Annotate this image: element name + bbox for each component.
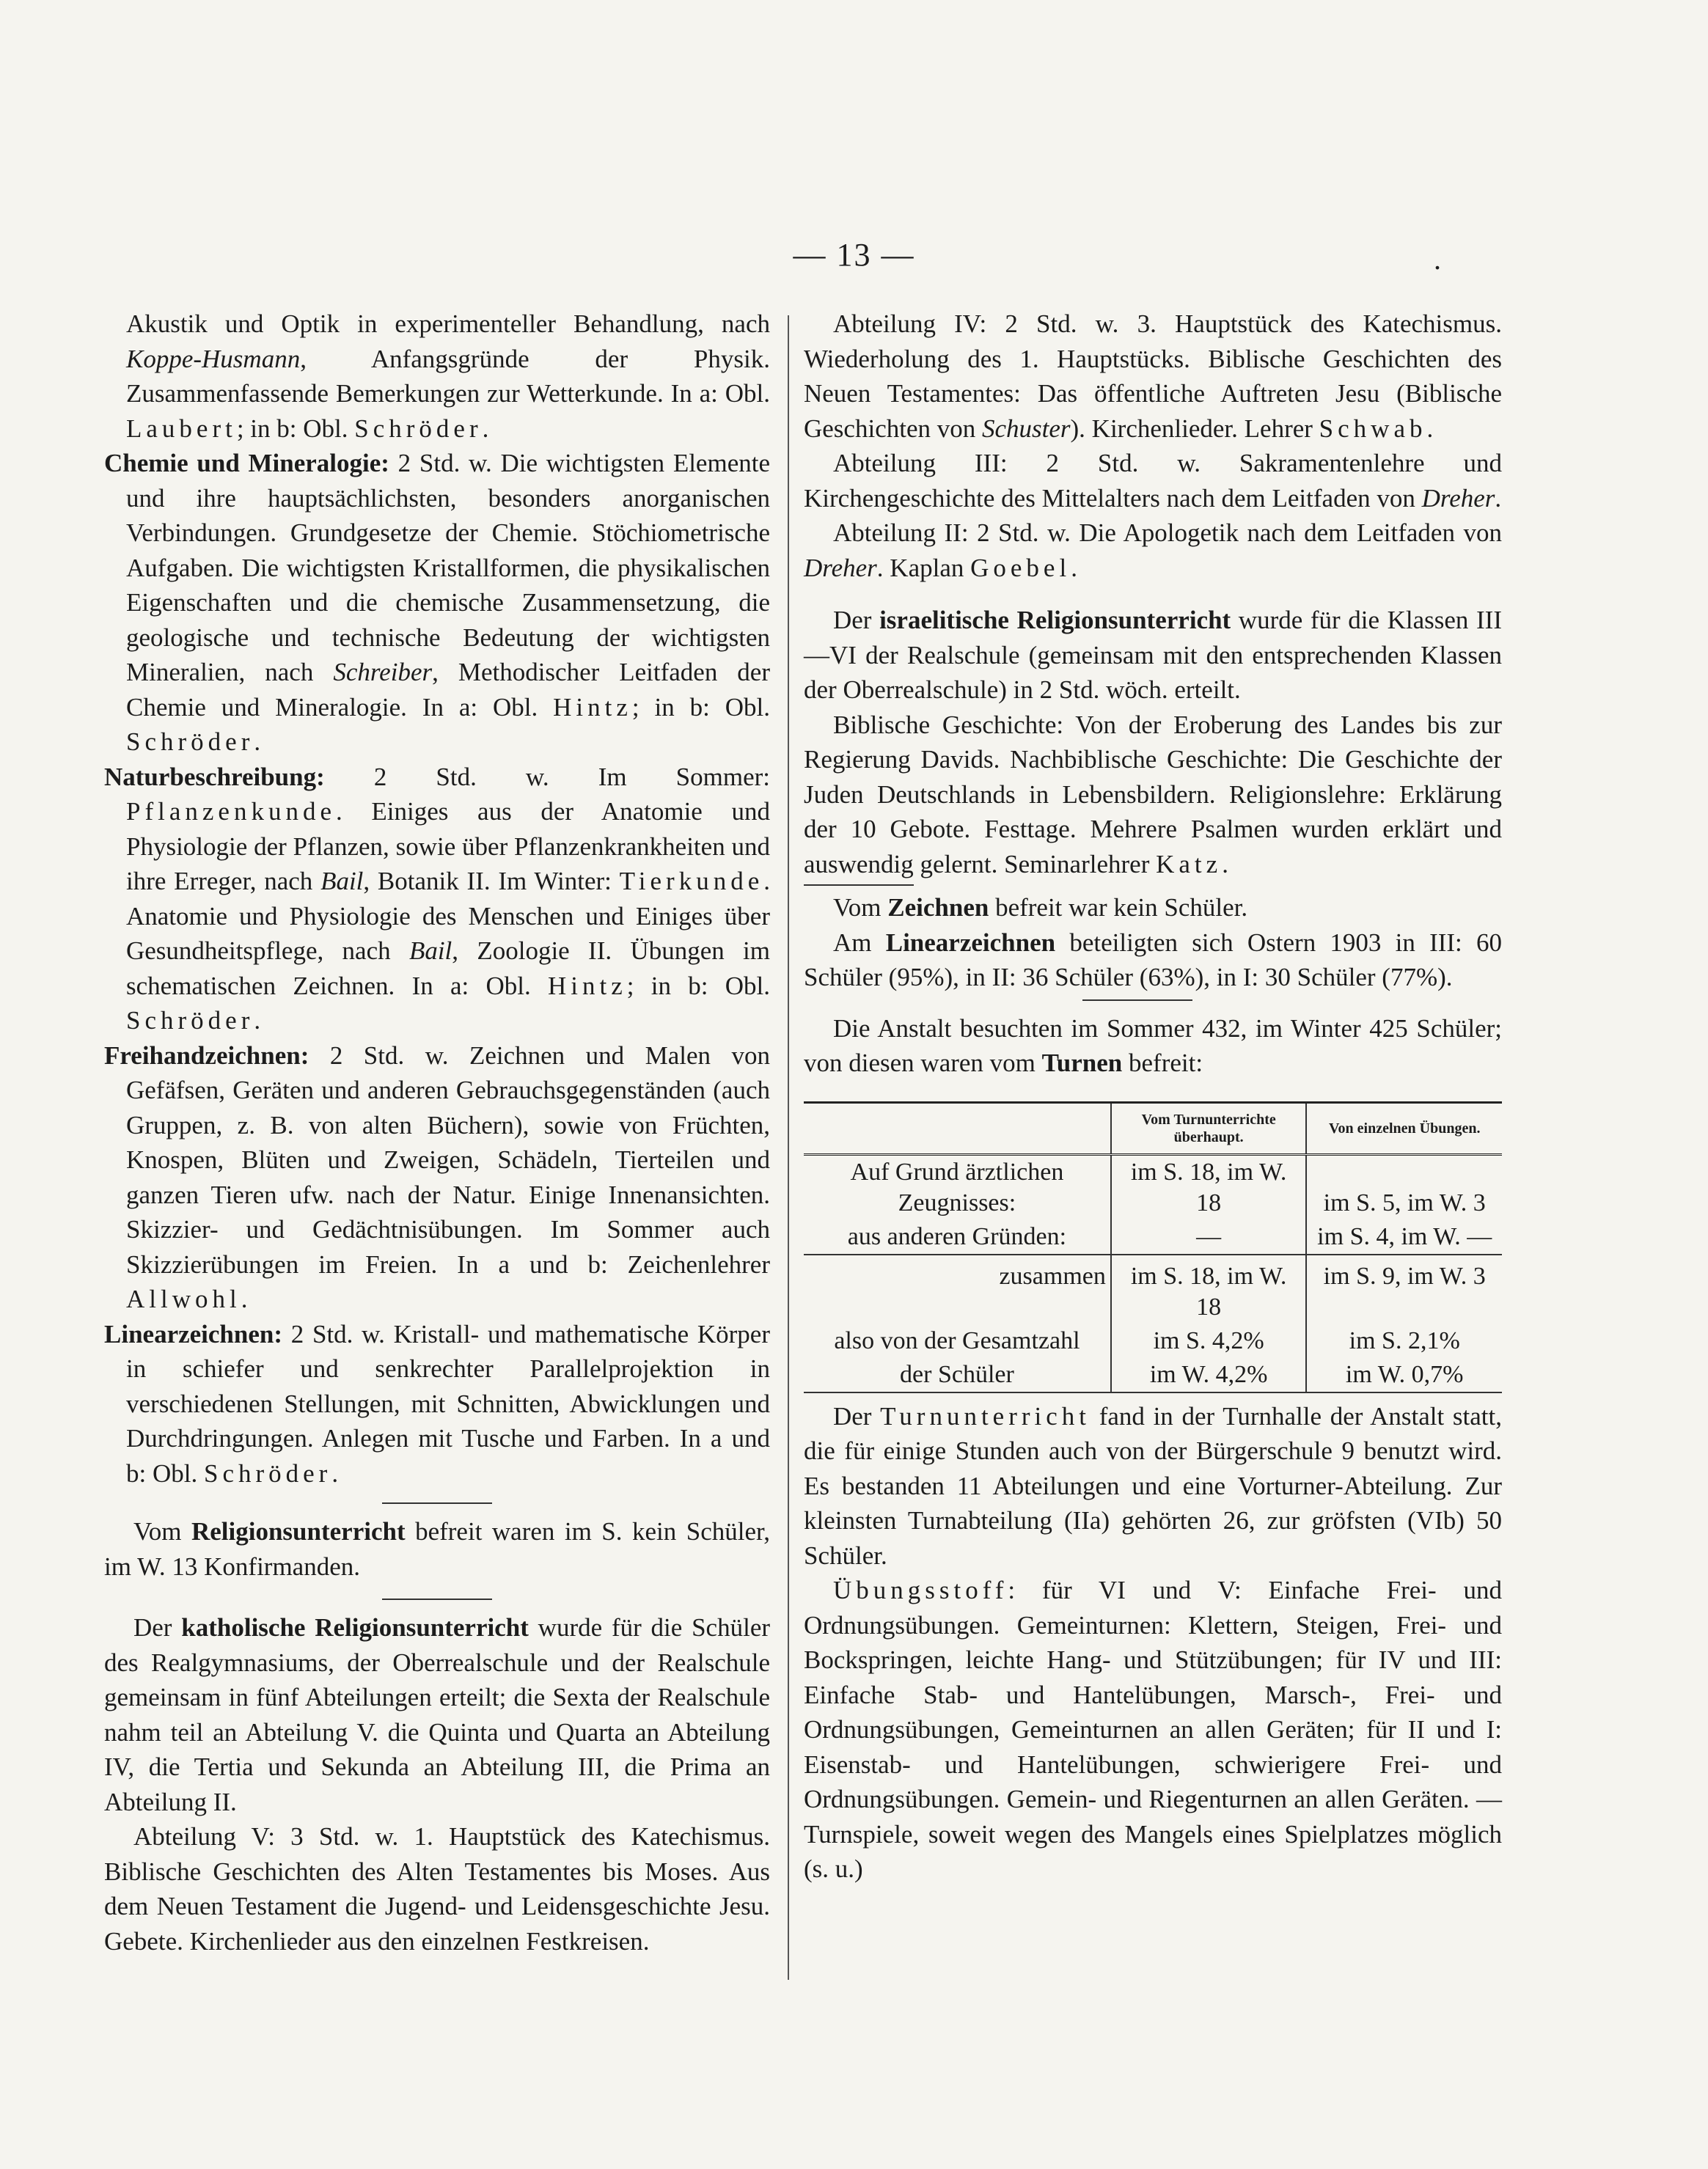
separator-rule: [382, 1502, 492, 1504]
linearzeichnen-heading: Linearzeichnen:: [104, 1319, 283, 1348]
table-cell: im S. 4,2%: [1111, 1324, 1307, 1358]
table-cell: im S. 18, im W. 18: [1111, 1154, 1307, 1220]
physics-paragraph: Akustik und Optik in experimenteller Behandlung, nach Koppe-Husmann, Anfangsgründe der Physik. Zusammenfassende Bemerkungen zur Wetterkunde. In a: Obl. Laubert; in b: Obl. Schröder.: [126, 309, 770, 443]
table-row-label: der Schüler: [804, 1358, 1111, 1392]
abteilung-v-paragraph: Abteilung V: 3 Std. w. 1. Hauptstück des Katechismus. Biblische Geschichten des Alten Testamentes bis Moses. Aus dem Neuen Testament die Jugend- und Leidensgeschichte Jesu. Gebete. Kirchenlieder aus den einzelnen Festkreisen.: [104, 1822, 770, 1956]
table-row: [804, 1220, 1502, 1255]
naturbeschreibung-paragraph: Naturbeschreibung: 2 Std. w. Im Sommer: Pflanzenkunde. Einiges aus der Anatomie und Physiologie der Pflanzen, sowie über Pflanzenkrankheiten und ihre Erreger, nach Bail, Botanik II. Im Winter: Tierkunde. Anatomie und Physiologie des Menschen und Einiges über Gesundheitspflege, nach Bail, Zoologie II. Übungen im schematischen Zeichnen. In a: Obl. Hintz; in b: Obl. Schröder.: [104, 762, 770, 1035]
linearzeichnen-paragraph: Linearzeichnen: 2 Std. w. Kristall- und mathematische Körper in schiefer und senkrechter Parallelprojektion in verschiedenen Stellungen, mit Schnitten, Abwicklungen und Durchdringungen. Anlegen mit Tusche und Farben. In a und b: Obl. Schröder.: [104, 1319, 770, 1488]
column-divider: [788, 315, 789, 1980]
biblical-history-paragraph: Biblische Geschichte: Von der Eroberung des Landes bis zur Regierung Davids. Nachbiblische Geschichte: Die Geschichte der Juden Deutschlands in Lebensbildern. Religionslehre: Erklärung der 10 Gebote. Festtage. Mehrere Psalmen wurden erklärt und auswendig gelernt. Seminarlehrer Katz.: [804, 710, 1502, 878]
table-cell: im W. 0,7%: [1306, 1358, 1502, 1392]
chemie-paragraph: Chemie und Mineralogie: 2 Std. w. Die wichtigsten Elemente und ihre hauptsächlichsten, besonders anorganischen Verbindungen. Grundgesetze der Chemie. Stöchiometrische Aufgaben. Die wichtigsten Kristallformen, die physikalischen Eigenschaften und die chemische Zusammensetzung, die geologische und technische Bedeutung der wichtigsten Mineralien, nach Schreiber, Methodischer Leitfaden der Chemie und Mineralogie. In a: Obl. Hintz; in b: Obl. Schröder.: [104, 449, 771, 756]
table-header-blank: [804, 1102, 1111, 1154]
freihandzeichnen-paragraph: Freihandzeichnen: 2 Std. w. Zeichnen und Malen von Gefäfsen, Geräten und anderen Gebrauchsgegenständen (auch Gruppen, z. B. von alten Büchern), sowie von Früchten, Knospen, Blüten und Zweigen, Schädeln, Tierteilen und ganzen Tieren ufw. nach der Natur. Einige Innenansichten. Skizzier- und Gedächtnisübungen. Im Sommer auch Skizzierübungen im Freien. In a und b: Zeichenlehrer Allwohl.: [104, 1041, 770, 1313]
israelite-religion-paragraph: Der israelitische Religionsunterricht wurde für die Klassen III—VI der Realschule (gemeinsam mit den entsprechenden Klassen der Oberrealschule) in 2 Std. wöch. erteilt.: [804, 606, 1502, 704]
catholic-religion-paragraph: Der katholische Religionsunterricht wurde für die Schüler des Realgymnasiums, der Oberrealschule und der Realschule gemeinsam in fünf Abteilungen erteilt; die Sexta der Realschule nahm teil an Abteilung V. die Quinta und Quarta an Abteilung IV, die Tertia und Sekunda an Abteilung III, die Prima an Abteilung II.: [104, 1613, 771, 1816]
table-row: [804, 1154, 1502, 1220]
abteilung-ii-paragraph: Abteilung II: 2 Std. w. Die Apologetik nach dem Leitfaden von Dreher. Kaplan Goebel.: [804, 518, 1502, 582]
left-column: [104, 307, 770, 1959]
table-cell: im S. 9, im W. 3: [1306, 1255, 1502, 1324]
separator-rule: [804, 884, 914, 886]
separator-rule: [382, 1599, 492, 1600]
separator-rule: [1082, 999, 1192, 1001]
abteilung-iii-paragraph: Abteilung III: 2 Std. w. Sakramentenlehre und Kirchengeschichte des Mittelalters nach dem Leitfaden von Dreher.: [804, 449, 1502, 513]
chemie-heading: Chemie und Mineralogie:: [104, 449, 389, 477]
table-header-row: [804, 1102, 1502, 1154]
abteilung-iv-paragraph: Abteilung IV: 2 Std. w. 3. Hauptstück des Katechismus. Wiederholung des 1. Hauptstücks. Biblische Geschichten des Neuen Testamentes: Das öffentliche Auftreten Jesu (Biblische Geschichten von Schuster). Kirchenlieder. Lehrer Schwab.: [804, 309, 1502, 443]
gym-exemption-table: [804, 1101, 1502, 1393]
table-cell: im S. 2,1%: [1349, 1326, 1460, 1354]
naturbeschreibung-heading: Naturbeschreibung:: [104, 762, 325, 791]
religion-exemption-paragraph: Vom Religionsunterricht befreit waren im S. kein Schüler, im W. 13 Konfirmanden.: [104, 1517, 770, 1581]
turnunterricht-paragraph: Der Turnunterricht fand in der Turnhalle der Anstalt statt, die für einige Stunden auch von der Bürgerschule 9 benutzt wird. Es bestanden 11 Abteilungen und eine Vorturner-Abteilung. Zur kleinsten Turnabteilung (IIa) gehörten 26, zur gröfsten (VIb) 50 Schüler.: [804, 1401, 1503, 1570]
linearzeichnen-participation-paragraph: Am Linearzeichnen beteiligten sich Ostern 1903 in III: 60 Schüler (95%), in II: 36 Schüler (63%), in I: 30 Schüler (77%).: [804, 928, 1502, 991]
table-header-single: Von einzelnen Übungen.: [1306, 1102, 1502, 1154]
table-row-label: zusammen: [804, 1255, 1111, 1324]
table-cell: —: [1111, 1220, 1307, 1255]
uebungsstoff-paragraph: Übungsstoff: für VI und V: Einfache Frei- und Ordnungsübungen. Gemeinturnen: Klettern, Steigen, Frei- und Bockspringen, leichte Hang- und Stützübungen; für IV und III: Einfache Stab- und Hantelübungen, Marsch-, Frei- und Ordnungsübungen, Gemeinturnen an allen Geräten; für II und I: Eisenstab- und Hantelübungen, schwierigere Frei- und Ordnungsübungen. Gemein- und Riegenturnen an allen Geräten. — Turnspiele, soweit wegen des Mangels eines Spielplatzes möglich (s. u.): [804, 1576, 1502, 1883]
table-header-total: Vom Turnunterrichte überhaupt.: [1111, 1102, 1307, 1154]
table-row: [804, 1324, 1502, 1358]
zeichnen-exemption-paragraph: Vom Zeichnen befreit war kein Schüler.: [833, 893, 1248, 922]
table-row: [804, 1255, 1502, 1324]
table-cell: im W. 4,2%: [1111, 1358, 1307, 1392]
table-row: [804, 1358, 1502, 1392]
table-row-label: aus anderen Gründen:: [804, 1220, 1111, 1255]
page-dot: .: [1434, 243, 1441, 276]
attendance-paragraph: Die Anstalt besuchten im Sommer 432, im Winter 425 Schüler; von diesen waren vom Turnen befreit:: [804, 1013, 1502, 1077]
table-cell: im S. 18, im W. 18: [1111, 1255, 1307, 1324]
page-number: — 13 —: [793, 237, 915, 273]
freihandzeichnen-heading: Freihandzeichnen:: [104, 1041, 309, 1070]
table-row-label: Auf Grund ärztlichen Zeugnisses:: [804, 1154, 1111, 1220]
right-column: [804, 307, 1502, 1887]
table-cell: im S. 4, im W. —: [1317, 1222, 1492, 1250]
table-row-label: also von der Gesamtzahl: [804, 1324, 1111, 1358]
table-cell: im S. 5, im W. 3: [1323, 1189, 1486, 1216]
